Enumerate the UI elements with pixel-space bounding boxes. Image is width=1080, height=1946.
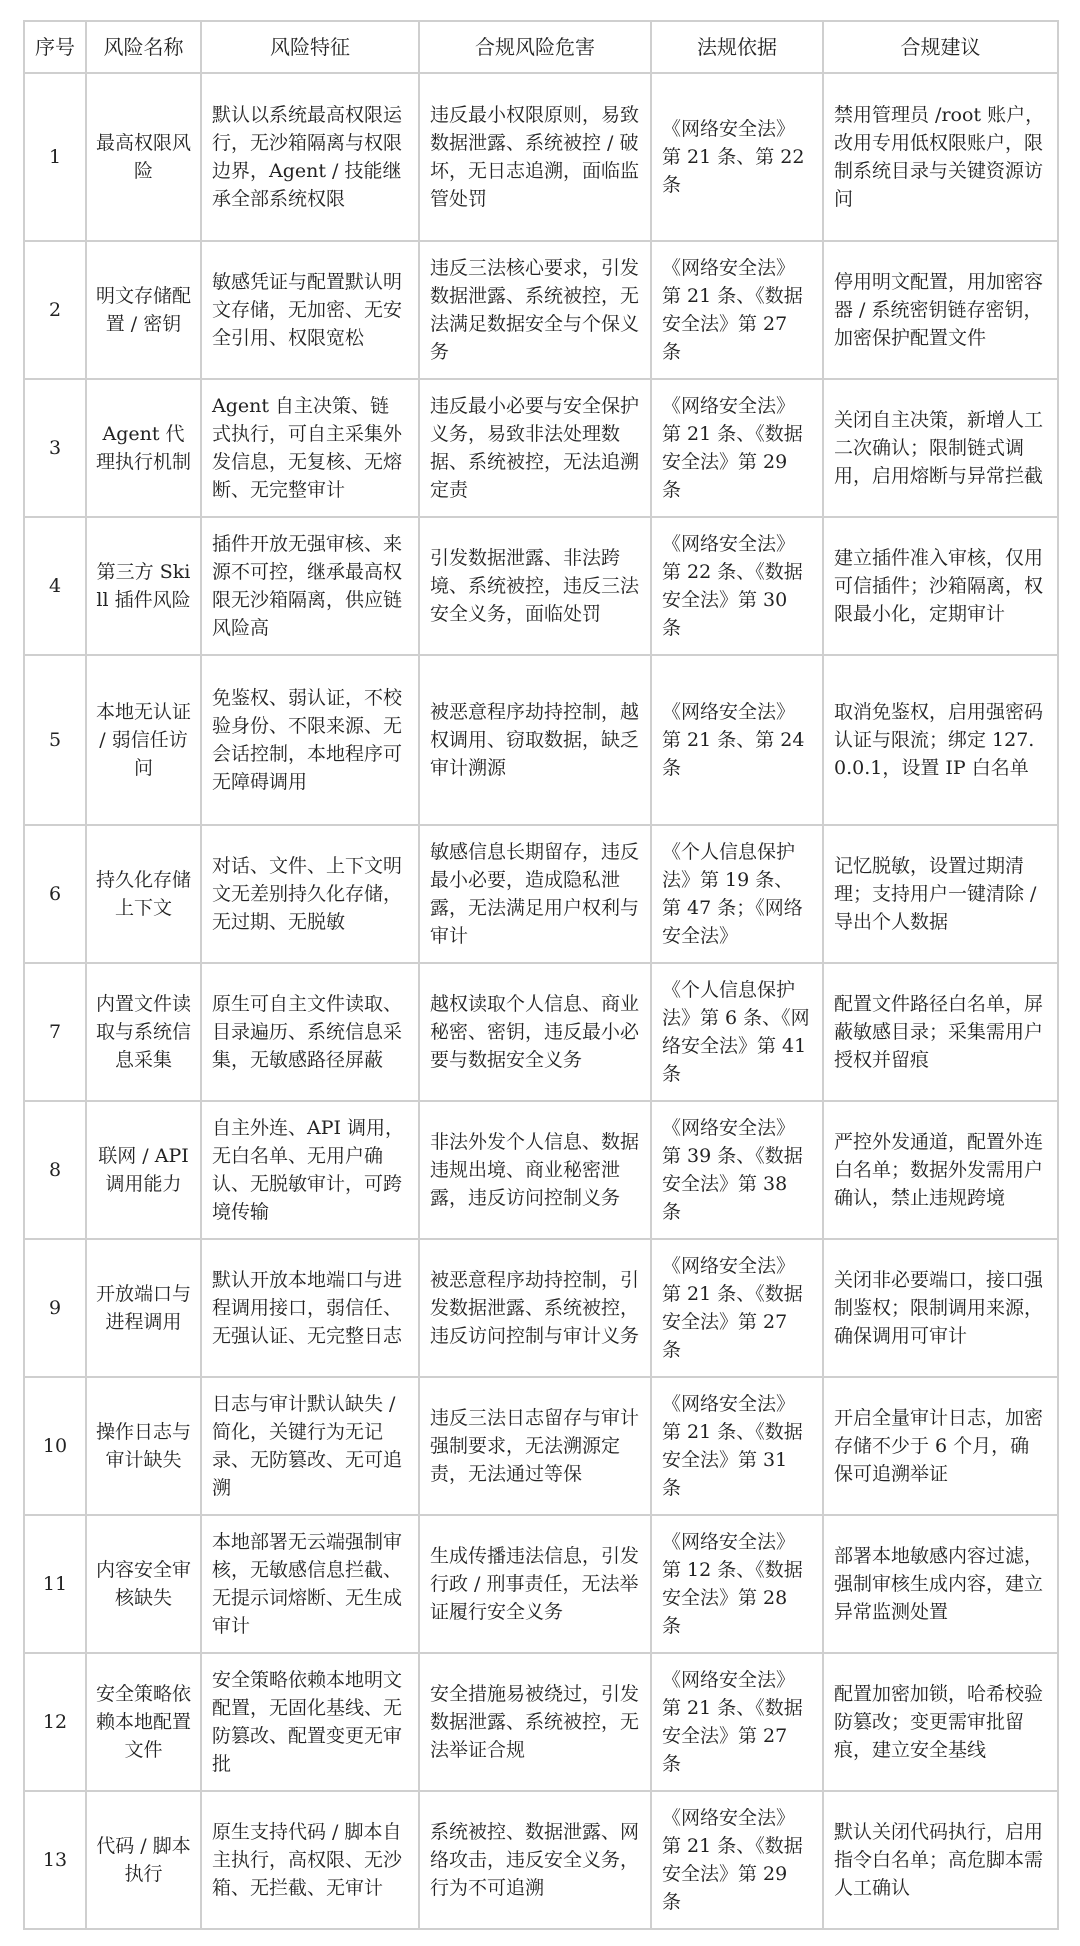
cell-compliance-harm: 违反三法核心要求，引发数据泄露、系统被控，无法满足数据安全与个保义务 — [419, 241, 651, 379]
cell-compliance-harm: 安全措施易被绕过，引发数据泄露、系统被控，无法举证合规 — [419, 1653, 651, 1791]
cell-compliance-harm: 越权读取个人信息、商业秘密、密钥，违反最小必要与数据安全义务 — [419, 963, 651, 1101]
cell-risk-feature: 默认开放本地端口与进程调用接口，弱信任、无强认证、无完整日志 — [201, 1239, 419, 1377]
cell-legal-basis: 《个人信息保护法》第 6 条、《网络安全法》第 41 条 — [651, 963, 823, 1101]
cell-risk-name: 操作日志与审计缺失 — [86, 1377, 201, 1515]
cell-risk-name: 本地无认证 / 弱信任访问 — [86, 655, 201, 825]
cell-legal-basis: 《网络安全法》第 21 条、《数据安全法》第 27 条 — [651, 1239, 823, 1377]
cell-risk-feature: Agent 自主决策、链式执行，可自主采集外发信息，无复核、无熔断、无完整审计 — [201, 379, 419, 517]
cell-risk-name: 安全策略依赖本地配置文件 — [86, 1653, 201, 1791]
cell-compliance-harm: 非法外发个人信息、数据违规出境、商业秘密泄露，违反访问控制义务 — [419, 1101, 651, 1239]
table-row — [24, 379, 1058, 517]
cell-no: 7 — [24, 963, 86, 1101]
cell-compliance-harm: 被恶意程序劫持控制，越权调用、窃取数据，缺乏审计溯源 — [419, 655, 651, 825]
cell-legal-basis: 《网络安全法》第 22 条、《数据安全法》第 30 条 — [651, 517, 823, 655]
cell-risk-name: 内置文件读取与系统信息采集 — [86, 963, 201, 1101]
table-row — [24, 73, 1058, 241]
cell-no: 11 — [24, 1515, 86, 1653]
table-row — [24, 1653, 1058, 1791]
cell-compliance-advice: 关闭非必要端口，接口强制鉴权；限制调用来源，确保调用可审计 — [823, 1239, 1058, 1377]
header-compliance-harm: 合规风险危害 — [419, 21, 651, 73]
cell-legal-basis: 《网络安全法》第 21 条、《数据安全法》第 27 条 — [651, 1653, 823, 1791]
cell-no: 8 — [24, 1101, 86, 1239]
header-compliance-advice: 合规建议 — [823, 21, 1058, 73]
cell-legal-basis: 《网络安全法》第 21 条、《数据安全法》第 31 条 — [651, 1377, 823, 1515]
cell-no: 5 — [24, 655, 86, 825]
cell-legal-basis: 《网络安全法》第 21 条、第 22 条 — [651, 73, 823, 241]
cell-risk-feature: 默认以系统最高权限运行，无沙箱隔离与权限边界，Agent / 技能继承全部系统权限 — [201, 73, 419, 241]
cell-risk-feature: 免鉴权、弱认证，不校验身份、不限来源、无会话控制，本地程序可无障碍调用 — [201, 655, 419, 825]
cell-risk-name: 代码 / 脚本执行 — [86, 1791, 201, 1929]
cell-compliance-harm: 违反最小权限原则，易致数据泄露、系统被控 / 破坏，无日志追溯，面临监管处罚 — [419, 73, 651, 241]
cell-no: 6 — [24, 825, 86, 963]
table-row — [24, 517, 1058, 655]
table-row — [24, 963, 1058, 1101]
cell-no: 1 — [24, 73, 86, 241]
cell-compliance-advice: 取消免鉴权，启用强密码认证与限流；绑定 127.0.0.1，设置 IP 白名单 — [823, 655, 1058, 825]
cell-compliance-harm: 被恶意程序劫持控制，引发数据泄露、系统被控，违反访问控制与审计义务 — [419, 1239, 651, 1377]
cell-risk-feature: 安全策略依赖本地明文配置，无固化基线、无防篡改、配置变更无审批 — [201, 1653, 419, 1791]
cell-risk-name: 内容安全审核缺失 — [86, 1515, 201, 1653]
cell-risk-feature: 原生支持代码 / 脚本自主执行，高权限、无沙箱、无拦截、无审计 — [201, 1791, 419, 1929]
table-row — [24, 1377, 1058, 1515]
cell-compliance-advice: 默认关闭代码执行，启用指令白名单；高危脚本需人工确认 — [823, 1791, 1058, 1929]
header-no: 序号 — [24, 21, 86, 73]
cell-risk-feature: 原生可自主文件读取、目录遍历、系统信息采集，无敏感路径屏蔽 — [201, 963, 419, 1101]
risk-compliance-table — [23, 20, 1059, 1930]
cell-risk-name: 最高权限风险 — [86, 73, 201, 241]
cell-risk-name: 第三方 Skill 插件风险 — [86, 517, 201, 655]
cell-no: 4 — [24, 517, 86, 655]
cell-compliance-harm: 生成传播违法信息，引发行政 / 刑事责任，无法举证履行安全义务 — [419, 1515, 651, 1653]
cell-legal-basis: 《网络安全法》第 21 条、《数据安全法》第 29 条 — [651, 1791, 823, 1929]
header-legal-basis: 法规依据 — [651, 21, 823, 73]
cell-risk-name: Agent 代理执行机制 — [86, 379, 201, 517]
cell-legal-basis: 《网络安全法》第 21 条、《数据安全法》第 29 条 — [651, 379, 823, 517]
header-row — [24, 21, 1058, 73]
cell-compliance-advice: 配置文件路径白名单，屏蔽敏感目录；采集需用户授权并留痕 — [823, 963, 1058, 1101]
cell-legal-basis: 《网络安全法》第 21 条、《数据安全法》第 27 条 — [651, 241, 823, 379]
cell-legal-basis: 《个人信息保护法》第 19 条、第 47 条；《网络安全法》 — [651, 825, 823, 963]
cell-compliance-advice: 禁用管理员 /root 账户，改用专用低权限账户，限制系统目录与关键资源访问 — [823, 73, 1058, 241]
table-row — [24, 655, 1058, 825]
cell-risk-name: 明文存储配置 / 密钥 — [86, 241, 201, 379]
cell-risk-name: 联网 / API 调用能力 — [86, 1101, 201, 1239]
cell-compliance-harm: 引发数据泄露、非法跨境、系统被控，违反三法安全义务，面临处罚 — [419, 517, 651, 655]
cell-risk-feature: 对话、文件、上下文明文无差别持久化存储，无过期、无脱敏 — [201, 825, 419, 963]
cell-no: 2 — [24, 241, 86, 379]
header-risk-name: 风险名称 — [86, 21, 201, 73]
cell-legal-basis: 《网络安全法》第 12 条、《数据安全法》第 28 条 — [651, 1515, 823, 1653]
cell-no: 12 — [24, 1653, 86, 1791]
cell-no: 3 — [24, 379, 86, 517]
cell-risk-feature: 自主外连、API 调用，无白名单、无用户确认、无脱敏审计，可跨境传输 — [201, 1101, 419, 1239]
cell-no: 13 — [24, 1791, 86, 1929]
cell-compliance-advice: 建立插件准入审核，仅用可信插件；沙箱隔离，权限最小化，定期审计 — [823, 517, 1058, 655]
cell-compliance-harm: 违反最小必要与安全保护义务，易致非法处理数据、系统被控，无法追溯定责 — [419, 379, 651, 517]
cell-compliance-advice: 关闭自主决策，新增人工二次确认；限制链式调用，启用熔断与异常拦截 — [823, 379, 1058, 517]
table-row — [24, 1791, 1058, 1929]
cell-compliance-harm: 违反三法日志留存与审计强制要求，无法溯源定责，无法通过等保 — [419, 1377, 651, 1515]
table-row — [24, 1101, 1058, 1239]
cell-risk-feature: 日志与审计默认缺失 / 简化，关键行为无记录、无防篡改、无可追溯 — [201, 1377, 419, 1515]
cell-compliance-advice: 配置加密加锁，哈希校验防篡改；变更需审批留痕，建立安全基线 — [823, 1653, 1058, 1791]
cell-no: 9 — [24, 1239, 86, 1377]
table-row — [24, 1239, 1058, 1377]
header-risk-feature: 风险特征 — [201, 21, 419, 73]
cell-risk-feature: 本地部署无云端强制审核，无敏感信息拦截、无提示词熔断、无生成审计 — [201, 1515, 419, 1653]
cell-compliance-advice: 开启全量审计日志，加密存储不少于 6 个月，确保可追溯举证 — [823, 1377, 1058, 1515]
cell-compliance-advice: 记忆脱敏，设置过期清理；支持用户一键清除 / 导出个人数据 — [823, 825, 1058, 963]
cell-compliance-advice: 严控外发通道，配置外连白名单；数据外发需用户确认，禁止违规跨境 — [823, 1101, 1058, 1239]
cell-compliance-advice: 停用明文配置，用加密容器 / 系统密钥链存密钥，加密保护配置文件 — [823, 241, 1058, 379]
cell-no: 10 — [24, 1377, 86, 1515]
cell-compliance-harm: 系统被控、数据泄露、网络攻击，违反安全义务，行为不可追溯 — [419, 1791, 651, 1929]
table-row — [24, 1515, 1058, 1653]
cell-risk-feature: 插件开放无强审核、来源不可控，继承最高权限无沙箱隔离，供应链风险高 — [201, 517, 419, 655]
table-row — [24, 241, 1058, 379]
cell-legal-basis: 《网络安全法》第 21 条、第 24 条 — [651, 655, 823, 825]
cell-risk-name: 持久化存储上下文 — [86, 825, 201, 963]
cell-risk-feature: 敏感凭证与配置默认明文存储，无加密、无安全引用、权限宽松 — [201, 241, 419, 379]
cell-legal-basis: 《网络安全法》第 39 条、《数据安全法》第 38 条 — [651, 1101, 823, 1239]
cell-compliance-advice: 部署本地敏感内容过滤，强制审核生成内容，建立异常监测处置 — [823, 1515, 1058, 1653]
table-body — [24, 73, 1058, 1929]
table-row — [24, 825, 1058, 963]
cell-risk-name: 开放端口与进程调用 — [86, 1239, 201, 1377]
cell-compliance-harm: 敏感信息长期留存，违反最小必要，造成隐私泄露，无法满足用户权利与审计 — [419, 825, 651, 963]
